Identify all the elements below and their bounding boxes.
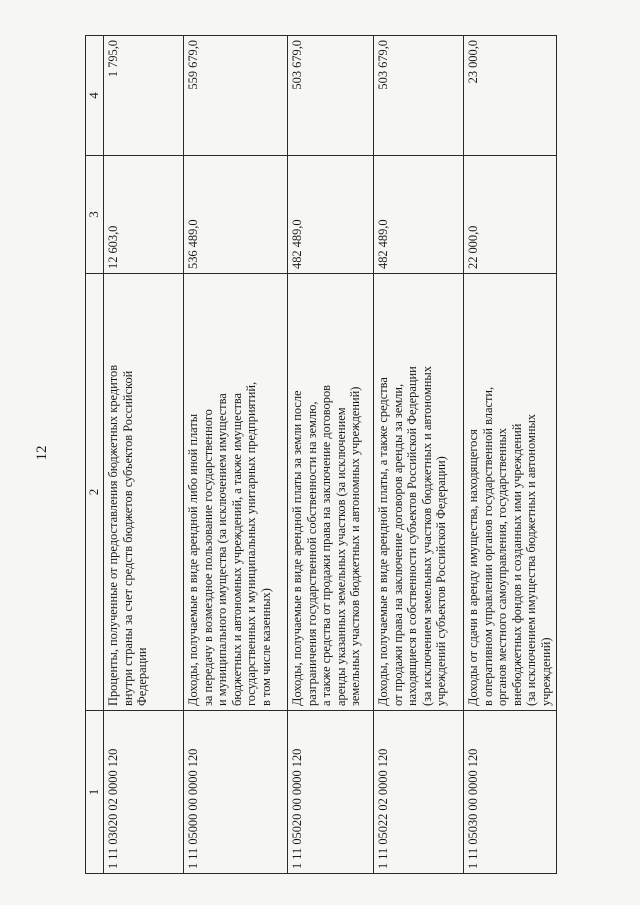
description-line: учреждений субъектов Российской Федерации): [434, 456, 449, 706]
amount-col-4: 559 679,0: [184, 36, 288, 156]
description-line: Доходы, получаемые в виде арендной платы, а также средства: [376, 377, 390, 706]
description-line: органов местного самоуправления, государственных: [495, 428, 510, 706]
budget-revenue-table: [85, 35, 557, 874]
amount-col-3: 12 603,0: [104, 156, 184, 274]
description-line: земельных участков бюджетных и автономных учреждений): [348, 386, 363, 706]
budget-code: 1 11 03020 02 0000 120: [104, 711, 184, 874]
amount-col-3: 22 000,0: [464, 156, 557, 274]
description-line: учреждений): [538, 637, 553, 706]
amount-col-4: 503 679,0: [374, 36, 464, 156]
budget-code: 1 11 05022 02 0000 120: [374, 711, 464, 874]
amount-col-4: 503 679,0: [288, 36, 374, 156]
revenue-description: [104, 274, 184, 711]
description-line: Федерации: [135, 647, 150, 706]
table-row: [288, 36, 374, 874]
description-line: Проценты, полученные от предоставления бюджетных кредитов: [106, 364, 120, 706]
description-line: в том числе казенных): [258, 588, 273, 706]
description-line: бюджетных и автономных учреждений, а также имущества: [229, 392, 244, 706]
header-col-4: 4: [86, 36, 104, 156]
page-number: 12: [34, 445, 50, 461]
description-line: внебюджетных фондов и созданных ими учреждений: [509, 423, 524, 706]
revenue-description: [288, 274, 374, 711]
description-line: от продажи права на заключение договоров аренды за земли,: [390, 383, 405, 706]
description-line: за передачу в возмездное пользование государственного: [200, 409, 215, 706]
table-header-row: [86, 36, 104, 874]
header-col-2: 2: [86, 274, 104, 711]
description-line: находящиеся в собственности субъектов Российской Федерации: [405, 366, 420, 706]
budget-code: 1 11 05020 00 0000 120: [288, 711, 374, 874]
header-col-1: 1: [86, 711, 104, 874]
amount-col-3: 482 489,0: [374, 156, 464, 274]
amount-col-4: 1 795,0: [104, 36, 184, 156]
budget-table-container: [85, 36, 551, 874]
description-line: (за исключением земельных участков бюджетных и автономных: [419, 366, 434, 706]
description-line: и муниципального имущества (за исключением имущества: [215, 393, 230, 706]
description-line: внутри страны за счет средств бюджетов субъектов Российской: [120, 370, 135, 706]
header-col-3: 3: [86, 156, 104, 274]
table-row: [374, 36, 464, 874]
table-row: [464, 36, 557, 874]
table-row: [104, 36, 184, 874]
description-line: аренды указанных земельных участков (за исключением: [333, 407, 348, 706]
budget-code: 1 11 05000 00 0000 120: [184, 711, 288, 874]
amount-col-3: 536 489,0: [184, 156, 288, 274]
description-line: а также средства от продажи права на заключение договоров: [319, 385, 334, 706]
revenue-description: [374, 274, 464, 711]
table-row: [184, 36, 288, 874]
description-line: Доходы, получаемые в виде арендной платы за земли после: [290, 390, 304, 706]
rotated-table: [85, 36, 551, 874]
description-line: Доходы от сдачи в аренду имущества, находящегося: [466, 429, 480, 706]
description-line: Доходы, получаемые в виде арендной либо иной платы: [186, 413, 200, 706]
revenue-description: [184, 274, 288, 711]
amount-col-4: 23 000,0: [464, 36, 557, 156]
budget-code: 1 11 05030 00 0000 120: [464, 711, 557, 874]
description-line: разграничения государственной собственности на землю,: [304, 401, 319, 706]
description-line: (за исключением имущества бюджетных и автономных: [524, 414, 539, 706]
description-line: государственных и муниципальных унитарных предприятий,: [244, 381, 259, 706]
description-line: в оперативном управлении органов государственной власти,: [480, 386, 495, 706]
revenue-description: [464, 274, 557, 711]
amount-col-3: 482 489,0: [288, 156, 374, 274]
